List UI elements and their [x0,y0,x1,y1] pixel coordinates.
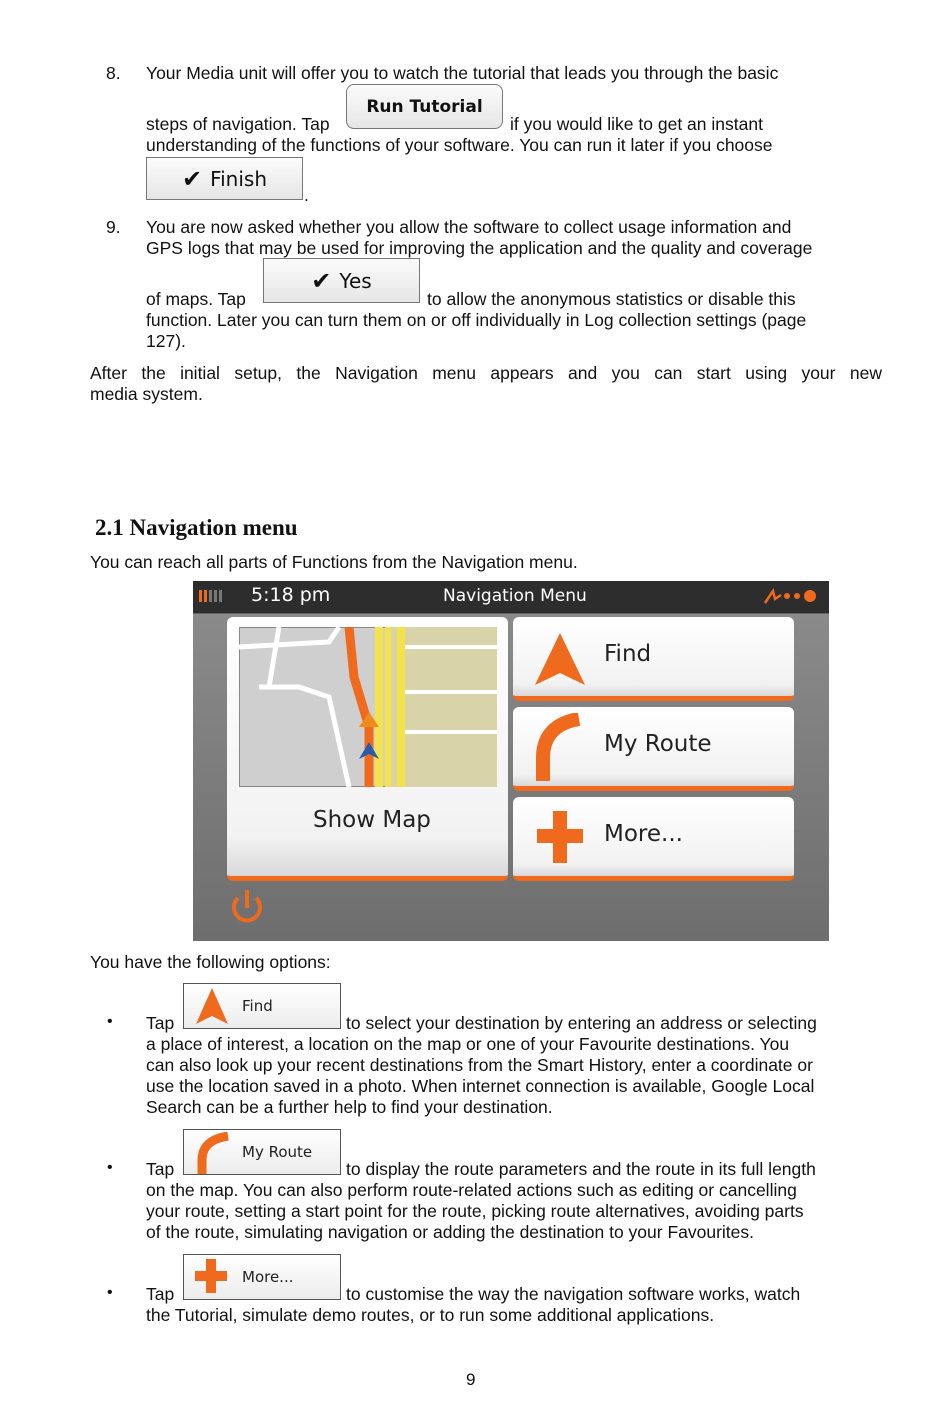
checkmark-icon: ✔ [311,266,332,295]
show-map-label: Show Map [313,807,431,833]
options-intro: You have the following options: [90,952,331,972]
finish-label: Finish [210,166,268,191]
bullet: • [107,1013,113,1030]
find-label: Find [604,641,652,667]
tap-text: Tap [146,1013,175,1033]
find-desc-line4: use the location saved in a photo. When internet connection is available, Google Local [146,1076,815,1096]
more-button-label: More... [242,1268,294,1286]
section-intro: You can reach all parts of Functions from the Navigation menu. [90,552,578,572]
find-tile[interactable] [513,617,794,701]
step-8-number: 8. [106,63,121,83]
plus-icon [535,807,585,867]
step-8-line2b: if you would like to get an instant [510,114,763,134]
after-setup-line1: After the initial setup, the Navigation menu appears and you can start using your new [90,363,882,383]
power-icon[interactable] [227,886,267,930]
step-8-end: . [304,185,309,205]
more-tile[interactable] [513,797,794,881]
step-8-line1: Your Media unit will offer you to watch the tutorial that leads you through the basic [146,63,779,83]
page-number: 9 [466,1370,476,1389]
route-desc-line3: your route, setting a start point for the route, picking route alternatives, avoiding parts [146,1201,804,1221]
run-tutorial-label: Run Tutorial [366,96,483,117]
route-desc-line1: to display the route parameters and the route in its full length [346,1159,816,1179]
route-curve-icon [533,713,587,783]
step-9-line4: function. Later you can turn them on or off individually in Log collection settings (page [146,310,807,330]
checkmark-icon: ✔ [181,164,203,193]
clock-time: 5:18 pm [251,584,331,606]
more-desc-line1: to customise the way the navigation software works, watch [346,1284,801,1304]
route-desc-line2: on the map. You can also perform route-related actions such as editing or cancelling [146,1180,797,1200]
find-desc-line5: Search can be a further help to find your destination. [146,1097,553,1117]
route-curve-icon [194,1132,234,1174]
gps-status-icon [763,587,823,607]
find-desc-line2: a place of interest, a location on the map or one of your Favourite destinations. You [146,1034,790,1054]
my-route-label: My Route [604,731,712,757]
run-tutorial-button-image [346,84,503,129]
map-preview [239,627,497,787]
navigation-menu-screenshot [193,581,829,941]
nav-menu-title: Navigation Menu [443,586,587,606]
my-route-button-label: My Route [242,1143,313,1161]
more-label: More... [604,821,683,847]
tap-text: Tap [146,1284,175,1304]
after-setup-line2: media system. [90,384,203,404]
my-route-button-image [183,1129,341,1175]
find-button-image [183,983,341,1029]
step-8-line3: understanding of the functions of your software. You can run it later if you choose [146,135,773,155]
step-9-number: 9. [106,217,121,237]
show-map-tile[interactable] [227,617,508,881]
yes-button-image [263,258,420,303]
bullet: • [107,1159,113,1176]
more-button-image [183,1254,341,1300]
route-desc-line4: of the route, simulating navigation or adding the destination to your Favourites. [146,1222,755,1242]
step-9-line1: You are now asked whether you allow the software to collect usage information and [146,217,792,237]
finish-button-image [146,157,303,200]
find-button-label: Find [242,997,273,1015]
tap-text: Tap [146,1159,175,1179]
step-8-line2a: steps of navigation. Tap [146,114,330,134]
bullet: • [107,1284,113,1301]
yes-label: Yes [339,268,372,293]
my-route-tile[interactable] [513,707,794,791]
find-desc-line1: to select your destination by entering an address or selecting [346,1013,817,1033]
step-9-line5: 127). [146,331,186,351]
plus-icon [194,1257,228,1297]
step-9-line2: GPS logs that may be used for improving the application and the quality and coverage [146,238,813,258]
step-9-line3b: to allow the anonymous statistics or disable this [427,289,796,309]
find-desc-line3: can also look up your recent destinations from the Smart History, enter a coordinate or [146,1055,813,1075]
battery-icon [198,588,228,604]
find-arrow-icon [533,631,587,689]
more-desc-line2: the Tutorial, simulate demo routes, or to run some additional applications. [146,1305,715,1325]
section-heading: 2.1 Navigation menu [95,515,298,540]
find-arrow-icon [194,986,230,1028]
step-9-line3a: of maps. Tap [146,289,246,309]
